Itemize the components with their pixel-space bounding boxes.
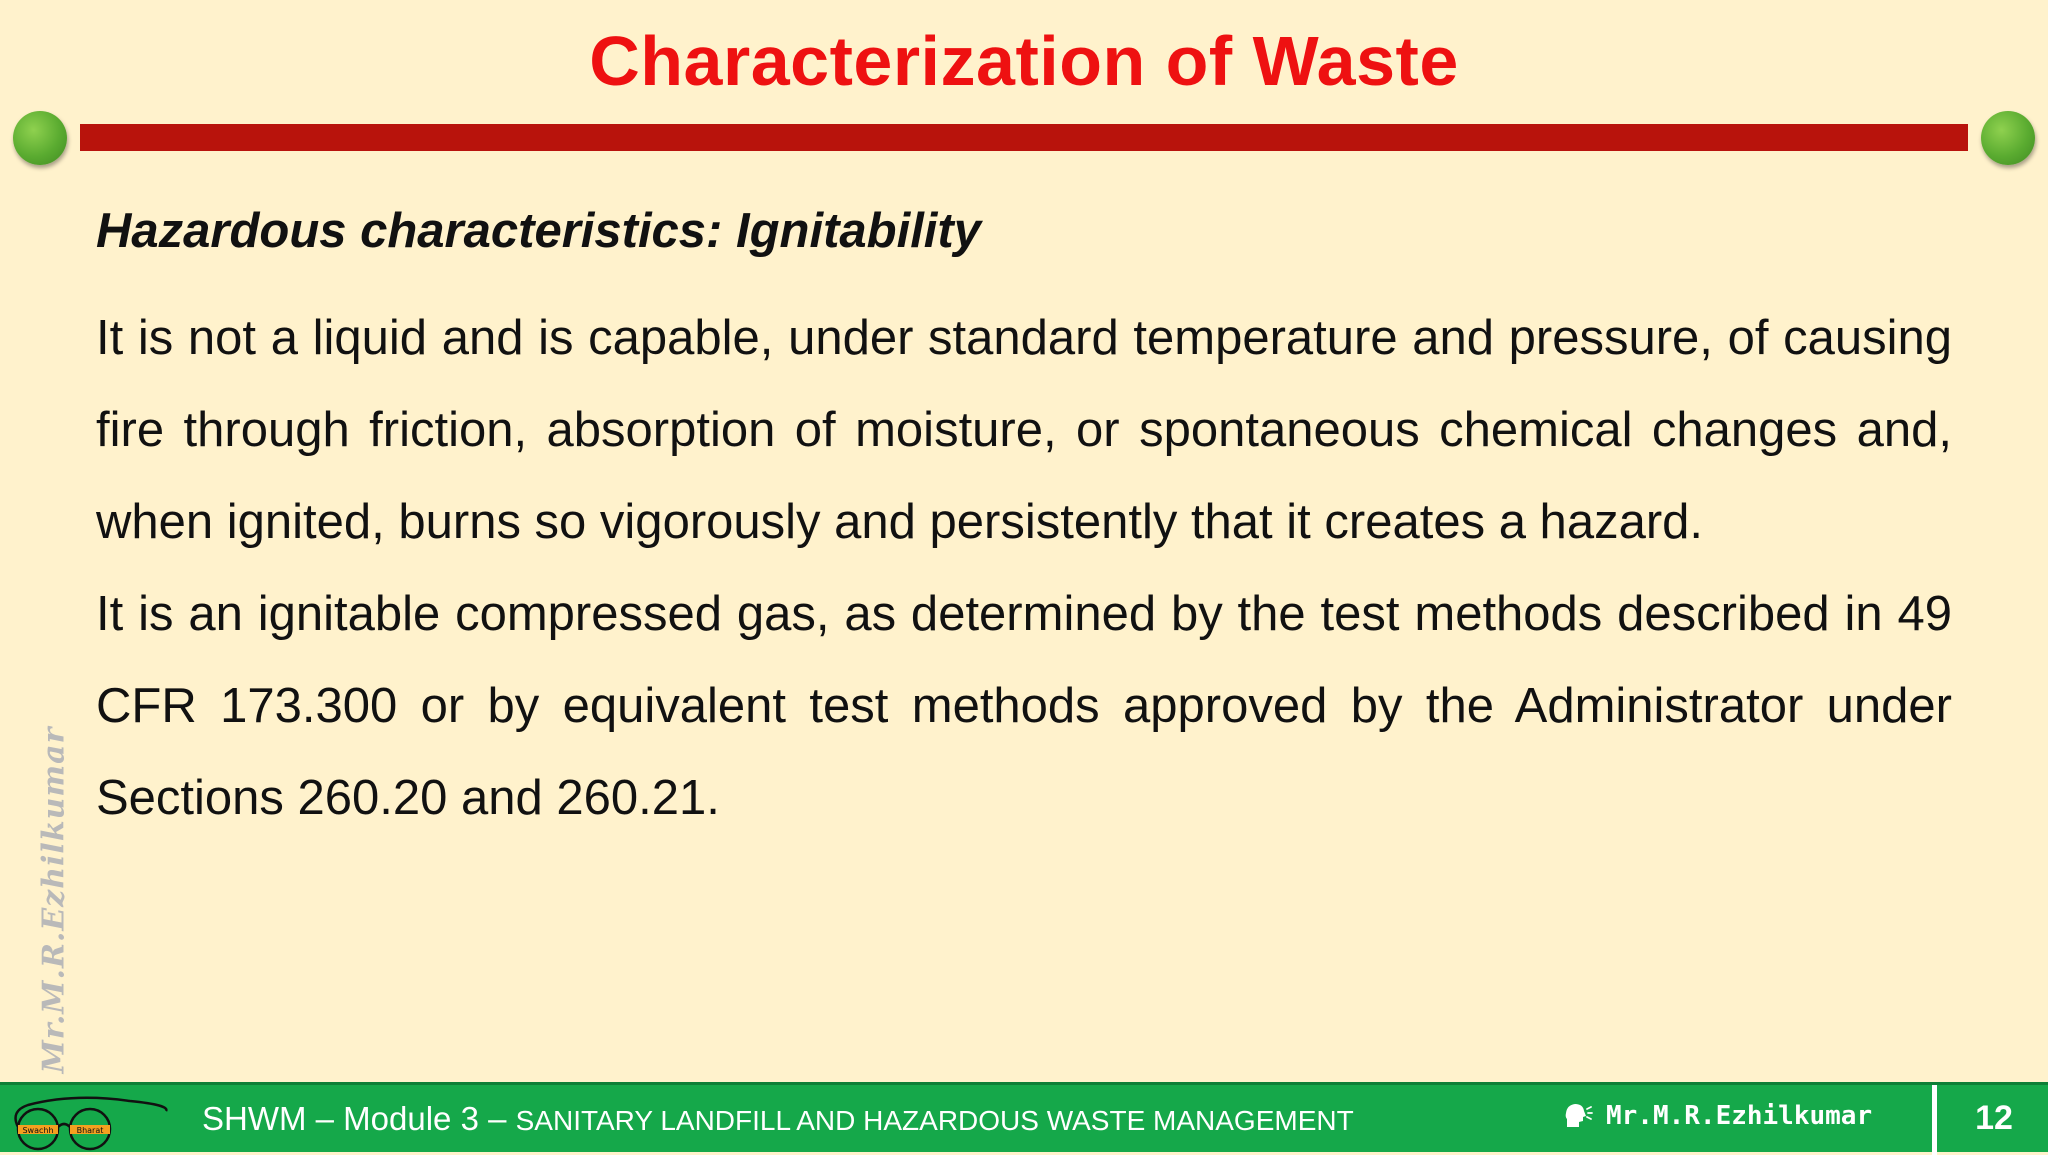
swachh-bharat-logo bbox=[4, 1091, 176, 1151]
section-heading: Hazardous characteristics: Ignitability bbox=[96, 204, 981, 258]
footer-divider bbox=[1932, 1085, 1937, 1155]
green-bullet-dot-right bbox=[1981, 111, 2035, 165]
footer-course-code: SHWM – Module 3 – bbox=[202, 1100, 516, 1137]
logo-text-bharat: Bharat bbox=[76, 1126, 104, 1135]
paragraph-compressed-gas: It is an ignitable compressed gas, as determined by the test methods described in 49 CFR 173.300 or by equivalent test methods approved by the Administrator under Sections 260.20 and 260.21. bbox=[96, 587, 1952, 825]
author-watermark: Mr.M.R.Ezhilkumar bbox=[36, 726, 72, 1074]
footer-bar bbox=[0, 1082, 2048, 1152]
green-bullet-dot-left bbox=[13, 111, 67, 165]
page-number: 12 bbox=[1975, 1099, 2013, 1137]
paragraph-not-liquid: It is not a liquid and is capable, under standard temperature and pressure, of causing fire through friction, absorption of moisture, or spontaneous chemical changes and, when ignited, burns so vigorously and persistently that it creates a hazard. bbox=[96, 311, 1952, 549]
footer-author-name: Mr.M.R.Ezhilkumar bbox=[1606, 1101, 1873, 1131]
logo-text-swachh: Swachh bbox=[22, 1126, 54, 1135]
title-underline-bar bbox=[80, 124, 1968, 151]
slide-body bbox=[96, 292, 1952, 844]
footer-module-label bbox=[202, 1099, 1354, 1141]
footer-module-title: SANITARY LANDFILL AND HAZARDOUS WASTE MANAGEMENT bbox=[515, 1105, 1354, 1136]
speaking-head-icon bbox=[1563, 1101, 1593, 1131]
slide-title: Characterization of Waste bbox=[589, 22, 1459, 100]
